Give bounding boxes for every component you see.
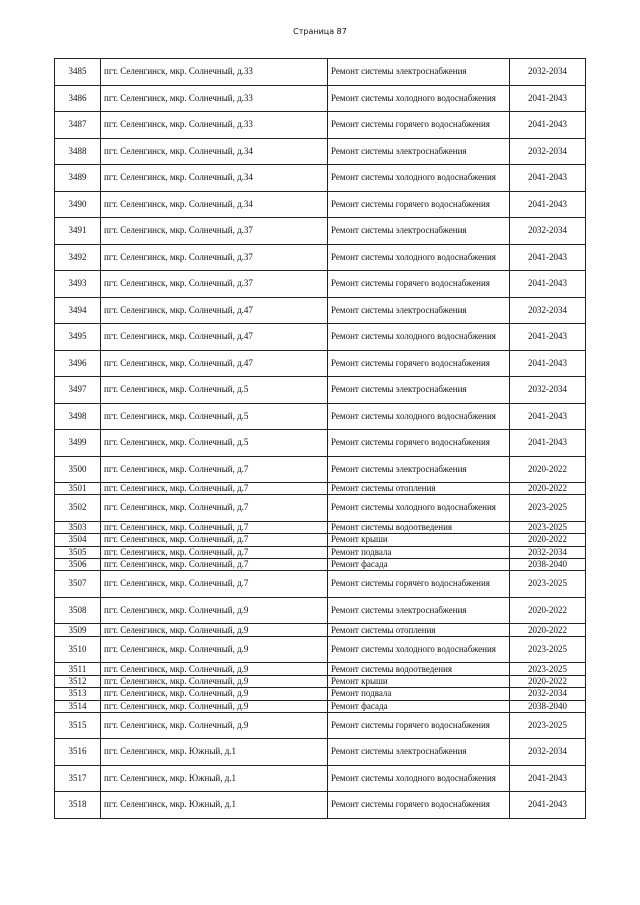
table-row <box>55 297 586 324</box>
row-number-cell: 3505 <box>55 546 101 558</box>
page-header: Страница 87 <box>293 27 347 36</box>
address-cell: пгт. Селенгинск, мкр. Солнечный, д.37 <box>101 271 328 298</box>
row-number-cell: 3499 <box>55 430 101 457</box>
work-type-cell: Ремонт системы горячего водоснабжения <box>328 350 510 377</box>
period-cell: 2032-2034 <box>510 138 586 165</box>
work-type-cell: Ремонт подвала <box>328 688 510 700</box>
address-cell: пгт. Селенгинск, мкр. Солнечный, д.9 <box>101 663 328 675</box>
period-cell: 2020-2022 <box>510 483 586 495</box>
address-cell: пгт. Селенгинск, мкр. Солнечный, д.5 <box>101 430 328 457</box>
row-number-cell: 3515 <box>55 712 101 739</box>
table-body <box>55 59 586 819</box>
work-type-cell: Ремонт подвала <box>328 546 510 558</box>
table-row <box>55 559 586 571</box>
row-number-cell: 3514 <box>55 700 101 712</box>
table-row <box>55 546 586 558</box>
period-cell: 2041-2043 <box>510 765 586 792</box>
work-type-cell: Ремонт системы холодного водоснабжения <box>328 765 510 792</box>
repair-schedule-table <box>54 58 586 819</box>
table-row <box>55 688 586 700</box>
table-row <box>55 191 586 218</box>
period-cell: 2041-2043 <box>510 324 586 351</box>
row-number-cell: 3503 <box>55 521 101 533</box>
table-row <box>55 521 586 533</box>
address-cell: пгт. Селенгинск, мкр. Солнечный, д.7 <box>101 495 328 522</box>
period-cell: 2032-2034 <box>510 739 586 766</box>
row-number-cell: 3510 <box>55 636 101 663</box>
period-cell: 2041-2043 <box>510 430 586 457</box>
period-cell: 2023-2025 <box>510 712 586 739</box>
address-cell: пгт. Селенгинск, мкр. Солнечный, д.37 <box>101 218 328 245</box>
row-number-cell: 3511 <box>55 663 101 675</box>
row-number-cell: 3516 <box>55 739 101 766</box>
address-cell: пгт. Селенгинск, мкр. Солнечный, д.9 <box>101 597 328 624</box>
period-cell: 2041-2043 <box>510 271 586 298</box>
work-type-cell: Ремонт системы горячего водоснабжения <box>328 112 510 139</box>
row-number-cell: 3485 <box>55 59 101 86</box>
period-cell: 2041-2043 <box>510 403 586 430</box>
table-row <box>55 244 586 271</box>
row-number-cell: 3498 <box>55 403 101 430</box>
address-cell: пгт. Селенгинск, мкр. Солнечный, д.34 <box>101 138 328 165</box>
work-type-cell: Ремонт системы холодного водоснабжения <box>328 636 510 663</box>
row-number-cell: 3492 <box>55 244 101 271</box>
table-row <box>55 430 586 457</box>
address-cell: пгт. Селенгинск, мкр. Солнечный, д.33 <box>101 112 328 139</box>
table-row <box>55 271 586 298</box>
table-row <box>55 218 586 245</box>
address-cell: пгт. Селенгинск, мкр. Солнечный, д.9 <box>101 636 328 663</box>
work-type-cell: Ремонт системы электроснабжения <box>328 739 510 766</box>
table-row <box>55 350 586 377</box>
period-cell: 2032-2034 <box>510 688 586 700</box>
work-type-cell: Ремонт системы холодного водоснабжения <box>328 324 510 351</box>
address-cell: пгт. Селенгинск, мкр. Южный, д.1 <box>101 792 328 819</box>
period-cell: 2032-2034 <box>510 377 586 404</box>
address-cell: пгт. Селенгинск, мкр. Солнечный, д.7 <box>101 546 328 558</box>
row-number-cell: 3518 <box>55 792 101 819</box>
work-type-cell: Ремонт системы электроснабжения <box>328 597 510 624</box>
period-cell: 2020-2022 <box>510 624 586 636</box>
address-cell: пгт. Селенгинск, мкр. Солнечный, д.5 <box>101 377 328 404</box>
work-type-cell: Ремонт системы холодного водоснабжения <box>328 403 510 430</box>
address-cell: пгт. Селенгинск, мкр. Солнечный, д.5 <box>101 403 328 430</box>
address-cell: пгт. Селенгинск, мкр. Солнечный, д.9 <box>101 688 328 700</box>
work-type-cell: Ремонт системы отопления <box>328 624 510 636</box>
table-row <box>55 739 586 766</box>
table-row <box>55 59 586 86</box>
table-row <box>55 165 586 192</box>
row-number-cell: 3488 <box>55 138 101 165</box>
row-number-cell: 3513 <box>55 688 101 700</box>
period-cell: 2041-2043 <box>510 112 586 139</box>
work-type-cell: Ремонт фасада <box>328 559 510 571</box>
row-number-cell: 3497 <box>55 377 101 404</box>
address-cell: пгт. Селенгинск, мкр. Солнечный, д.9 <box>101 700 328 712</box>
row-number-cell: 3500 <box>55 456 101 483</box>
address-cell: пгт. Селенгинск, мкр. Солнечный, д.34 <box>101 165 328 192</box>
table-row <box>55 675 586 687</box>
table-row <box>55 403 586 430</box>
work-type-cell: Ремонт системы холодного водоснабжения <box>328 165 510 192</box>
table-row <box>55 324 586 351</box>
row-number-cell: 3489 <box>55 165 101 192</box>
row-number-cell: 3502 <box>55 495 101 522</box>
work-type-cell: Ремонт системы холодного водоснабжения <box>328 244 510 271</box>
work-type-cell: Ремонт системы горячего водоснабжения <box>328 792 510 819</box>
address-cell: пгт. Селенгинск, мкр. Южный, д.1 <box>101 765 328 792</box>
period-cell: 2041-2043 <box>510 191 586 218</box>
work-type-cell: Ремонт системы электроснабжения <box>328 138 510 165</box>
period-cell: 2020-2022 <box>510 534 586 546</box>
period-cell: 2041-2043 <box>510 350 586 377</box>
work-type-cell: Ремонт системы горячего водоснабжения <box>328 191 510 218</box>
table-row <box>55 534 586 546</box>
address-cell: пгт. Селенгинск, мкр. Солнечный, д.7 <box>101 571 328 598</box>
work-type-cell: Ремонт крыши <box>328 675 510 687</box>
row-number-cell: 3517 <box>55 765 101 792</box>
address-cell: пгт. Селенгинск, мкр. Солнечный, д.7 <box>101 534 328 546</box>
address-cell: пгт. Селенгинск, мкр. Солнечный, д.7 <box>101 456 328 483</box>
work-type-cell: Ремонт системы водоотведения <box>328 663 510 675</box>
address-cell: пгт. Селенгинск, мкр. Южный, д.1 <box>101 739 328 766</box>
address-cell: пгт. Селенгинск, мкр. Солнечный, д.9 <box>101 624 328 636</box>
row-number-cell: 3486 <box>55 85 101 112</box>
row-number-cell: 3495 <box>55 324 101 351</box>
address-cell: пгт. Селенгинск, мкр. Солнечный, д.7 <box>101 521 328 533</box>
row-number-cell: 3512 <box>55 675 101 687</box>
table-row <box>55 377 586 404</box>
work-type-cell: Ремонт системы электроснабжения <box>328 456 510 483</box>
table-row <box>55 636 586 663</box>
row-number-cell: 3490 <box>55 191 101 218</box>
period-cell: 2041-2043 <box>510 244 586 271</box>
address-cell: пгт. Селенгинск, мкр. Солнечный, д.9 <box>101 712 328 739</box>
period-cell: 2020-2022 <box>510 456 586 483</box>
work-type-cell: Ремонт системы холодного водоснабжения <box>328 85 510 112</box>
address-cell: пгт. Селенгинск, мкр. Солнечный, д.47 <box>101 350 328 377</box>
work-type-cell: Ремонт системы горячего водоснабжения <box>328 430 510 457</box>
period-cell: 2020-2022 <box>510 675 586 687</box>
table-row <box>55 456 586 483</box>
table-row <box>55 483 586 495</box>
period-cell: 2023-2025 <box>510 571 586 598</box>
table-row <box>55 663 586 675</box>
row-number-cell: 3496 <box>55 350 101 377</box>
address-cell: пгт. Селенгинск, мкр. Солнечный, д.47 <box>101 297 328 324</box>
period-cell: 2032-2034 <box>510 297 586 324</box>
table-row <box>55 765 586 792</box>
work-type-cell: Ремонт системы горячего водоснабжения <box>328 571 510 598</box>
row-number-cell: 3509 <box>55 624 101 636</box>
table-row <box>55 792 586 819</box>
row-number-cell: 3504 <box>55 534 101 546</box>
address-cell: пгт. Селенгинск, мкр. Солнечный, д.33 <box>101 85 328 112</box>
table-row <box>55 495 586 522</box>
address-cell: пгт. Селенгинск, мкр. Солнечный, д.34 <box>101 191 328 218</box>
period-cell: 2032-2034 <box>510 546 586 558</box>
work-type-cell: Ремонт системы электроснабжения <box>328 218 510 245</box>
period-cell: 2023-2025 <box>510 663 586 675</box>
work-type-cell: Ремонт системы холодного водоснабжения <box>328 495 510 522</box>
table-row <box>55 624 586 636</box>
period-cell: 2032-2034 <box>510 59 586 86</box>
period-cell: 2020-2022 <box>510 597 586 624</box>
period-cell: 2041-2043 <box>510 792 586 819</box>
address-cell: пгт. Селенгинск, мкр. Солнечный, д.37 <box>101 244 328 271</box>
work-type-cell: Ремонт системы водоотведения <box>328 521 510 533</box>
table-row <box>55 112 586 139</box>
period-cell: 2041-2043 <box>510 85 586 112</box>
row-number-cell: 3506 <box>55 559 101 571</box>
row-number-cell: 3508 <box>55 597 101 624</box>
table-row <box>55 571 586 598</box>
row-number-cell: 3501 <box>55 483 101 495</box>
table-row <box>55 597 586 624</box>
address-cell: пгт. Селенгинск, мкр. Солнечный, д.47 <box>101 324 328 351</box>
period-cell: 2023-2025 <box>510 636 586 663</box>
work-type-cell: Ремонт системы горячего водоснабжения <box>328 271 510 298</box>
row-number-cell: 3493 <box>55 271 101 298</box>
address-cell: пгт. Селенгинск, мкр. Солнечный, д.7 <box>101 559 328 571</box>
work-type-cell: Ремонт системы электроснабжения <box>328 377 510 404</box>
address-cell: пгт. Селенгинск, мкр. Солнечный, д.9 <box>101 675 328 687</box>
address-cell: пгт. Селенгинск, мкр. Солнечный, д.33 <box>101 59 328 86</box>
period-cell: 2032-2034 <box>510 218 586 245</box>
work-type-cell: Ремонт системы электроснабжения <box>328 297 510 324</box>
period-cell: 2038-2040 <box>510 559 586 571</box>
table-row <box>55 85 586 112</box>
work-type-cell: Ремонт фасада <box>328 700 510 712</box>
period-cell: 2023-2025 <box>510 521 586 533</box>
table-row <box>55 138 586 165</box>
work-type-cell: Ремонт системы отопления <box>328 483 510 495</box>
period-cell: 2041-2043 <box>510 165 586 192</box>
table-row <box>55 700 586 712</box>
period-cell: 2023-2025 <box>510 495 586 522</box>
row-number-cell: 3507 <box>55 571 101 598</box>
row-number-cell: 3491 <box>55 218 101 245</box>
address-cell: пгт. Селенгинск, мкр. Солнечный, д.7 <box>101 483 328 495</box>
work-type-cell: Ремонт крыши <box>328 534 510 546</box>
row-number-cell: 3487 <box>55 112 101 139</box>
row-number-cell: 3494 <box>55 297 101 324</box>
period-cell: 2038-2040 <box>510 700 586 712</box>
work-type-cell: Ремонт системы горячего водоснабжения <box>328 712 510 739</box>
table-row <box>55 712 586 739</box>
work-type-cell: Ремонт системы электроснабжения <box>328 59 510 86</box>
